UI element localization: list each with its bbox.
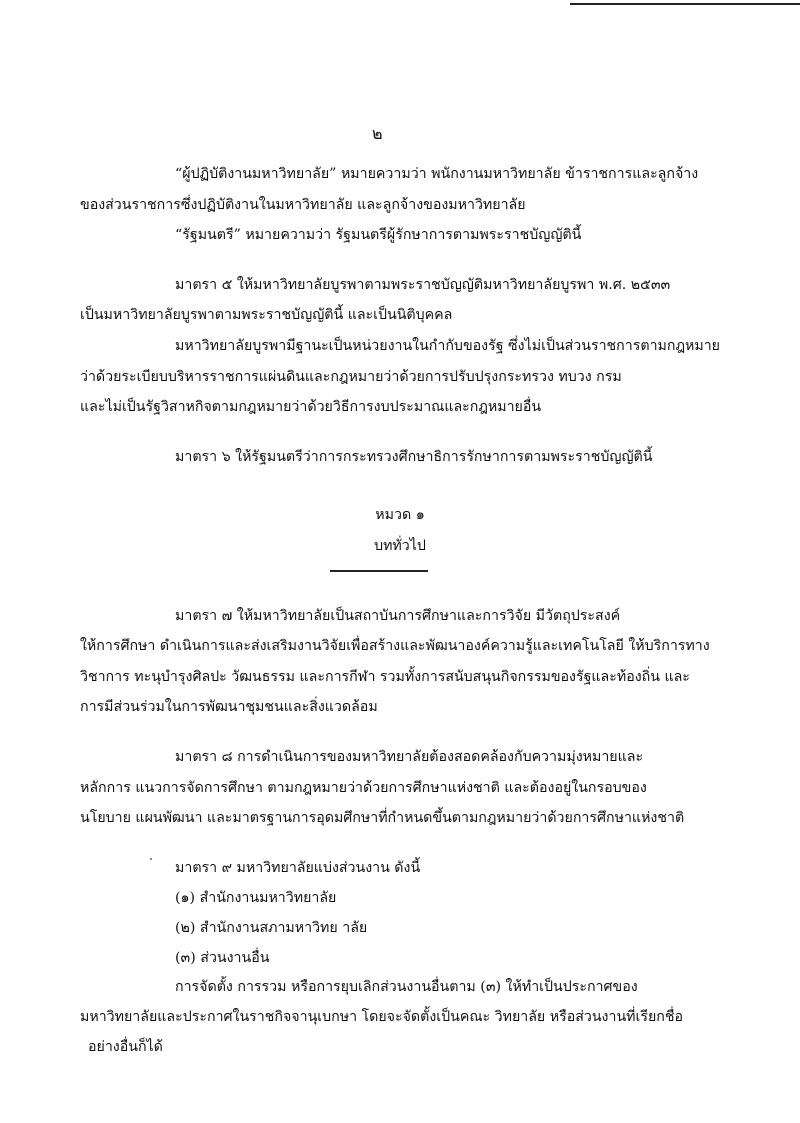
section-7-line-3: วิชาการ ทะนุบำรุงศิลปะ วัฒนธรรม และการกีฬา รวมทั้งการสนับสนุนกิจกรรมของรัฐและท้องถิ่น และ [80,669,690,685]
section-9-item-1: (๑) สำนักงานมหาวิทยาลัย [175,890,337,906]
section-9-para-2-line-1: การจัดตั้ง การรวม หรือการยุบเลิกส่วนงานอื่นตาม (๓) ให้ทำเป็นประกาศของ [175,979,638,995]
section-5-line-1: มาตรา ๕ ให้มหาวิทยาลัยบูรพาตามพระราชบัญญัติมหาวิทยาลัยบูรพา พ.ศ. ๒๕๓๓ [175,277,671,293]
section-8-line-3: นโยบาย แผนพัฒนา และมาตรฐานการอุดมศึกษาที่กำหนดขึ้นตามกฎหมายว่าด้วยการศึกษาแห่งชาติ [80,810,685,826]
definition-staff-line-1: “ผู้ปฏิบัติงานมหาวิทยาลัย” หมายความว่า พนักงานมหาวิทยาลัย ข้าราชการและลูกจ้าง [175,166,699,182]
chapter-title: บททั่วไป [374,538,426,554]
scan-speck [150,858,152,860]
section-5-para-2-line-2: ว่าด้วยระเบียบบริหารราชการแผ่นดินและกฎหมายว่าด้วยการปรับปรุงกระทรวง ทบวง กรม [80,369,622,385]
section-9-intro: มาตรา ๙ มหาวิทยาลัยแบ่งส่วนงาน ดังนี้ [175,860,421,876]
definition-staff-line-2: ของส่วนราชการซึ่งปฏิบัติงานในมหาวิทยาลัย และลูกจ้างของมหาวิทยาลัย [80,197,526,213]
page-number: ๒ [372,124,383,143]
section-9-para-2-line-3: อย่างอื่นก็ได้ [88,1039,163,1055]
section-9-para-2-line-2: มหาวิทยาลัยและประกาศในราชกิจจานุเบกษา โดยจะจัดตั้งเป็นคณะ วิทยาลัย หรือส่วนงานที่เรียกชื่อ [80,1009,684,1025]
section-9-item-3: (๓) ส่วนงานอื่น [175,950,270,966]
section-6: มาตรา ๖ ให้รัฐมนตรีว่าการกระทรวงศึกษาธิการรักษาการตามพระราชบัญญัตินี้ [175,449,653,465]
chapter-heading: หมวด ๑ [375,507,425,523]
section-5-para-2-line-1: มหาวิทยาลัยบูรพามีฐานะเป็นหน่วยงานในกำกับของรัฐ ซึ่งไม่เป็นส่วนราชการตามกฎหมาย [175,338,720,354]
section-7-line-2: ให้การศึกษา ดำเนินการและส่งเสริมงานวิจัยเพื่อสร้างและพัฒนาองค์ความรู้และเทคโนโลยี ให้บริการทาง [80,638,710,654]
section-8-line-1: มาตรา ๘ การดำเนินการของมหาวิทยาลัยต้องสอดคล้องกับความมุ่งหมายและ [175,749,644,765]
section-7-line-1: มาตรา ๗ ให้มหาวิทยาลัยเป็นสถาบันการศึกษาและการวิจัย มีวัตถุประสงค์ [175,608,621,624]
section-7-line-4: การมีส่วนร่วมในการพัฒนาชุมชนและสิ่งแวดล้อม [80,699,378,715]
definition-minister: “รัฐมนตรี” หมายความว่า รัฐมนตรีผู้รักษาการตามพระราชบัญญัตินี้ [175,227,582,243]
section-5-line-2: เป็นมหาวิทยาลัยบูรพาตามพระราชบัญญัตินี้ และเป็นนิติบุคคล [80,307,453,323]
chapter-divider [330,570,428,572]
section-9-item-2: (๒) สำนักงานสภามหาวิทย าลัย [175,920,368,936]
section-8-line-2: หลักการ แนวการจัดการศึกษา ตามกฎหมายว่าด้วยการศึกษาแห่งชาติ และต้องอยู่ในกรอบของ [80,780,647,796]
top-rule [570,3,800,5]
section-5-para-2-line-3: และไม่เป็นรัฐวิสาหกิจตามกฎหมายว่าด้วยวิธีการงบประมาณและกฎหมายอื่น [80,399,542,415]
